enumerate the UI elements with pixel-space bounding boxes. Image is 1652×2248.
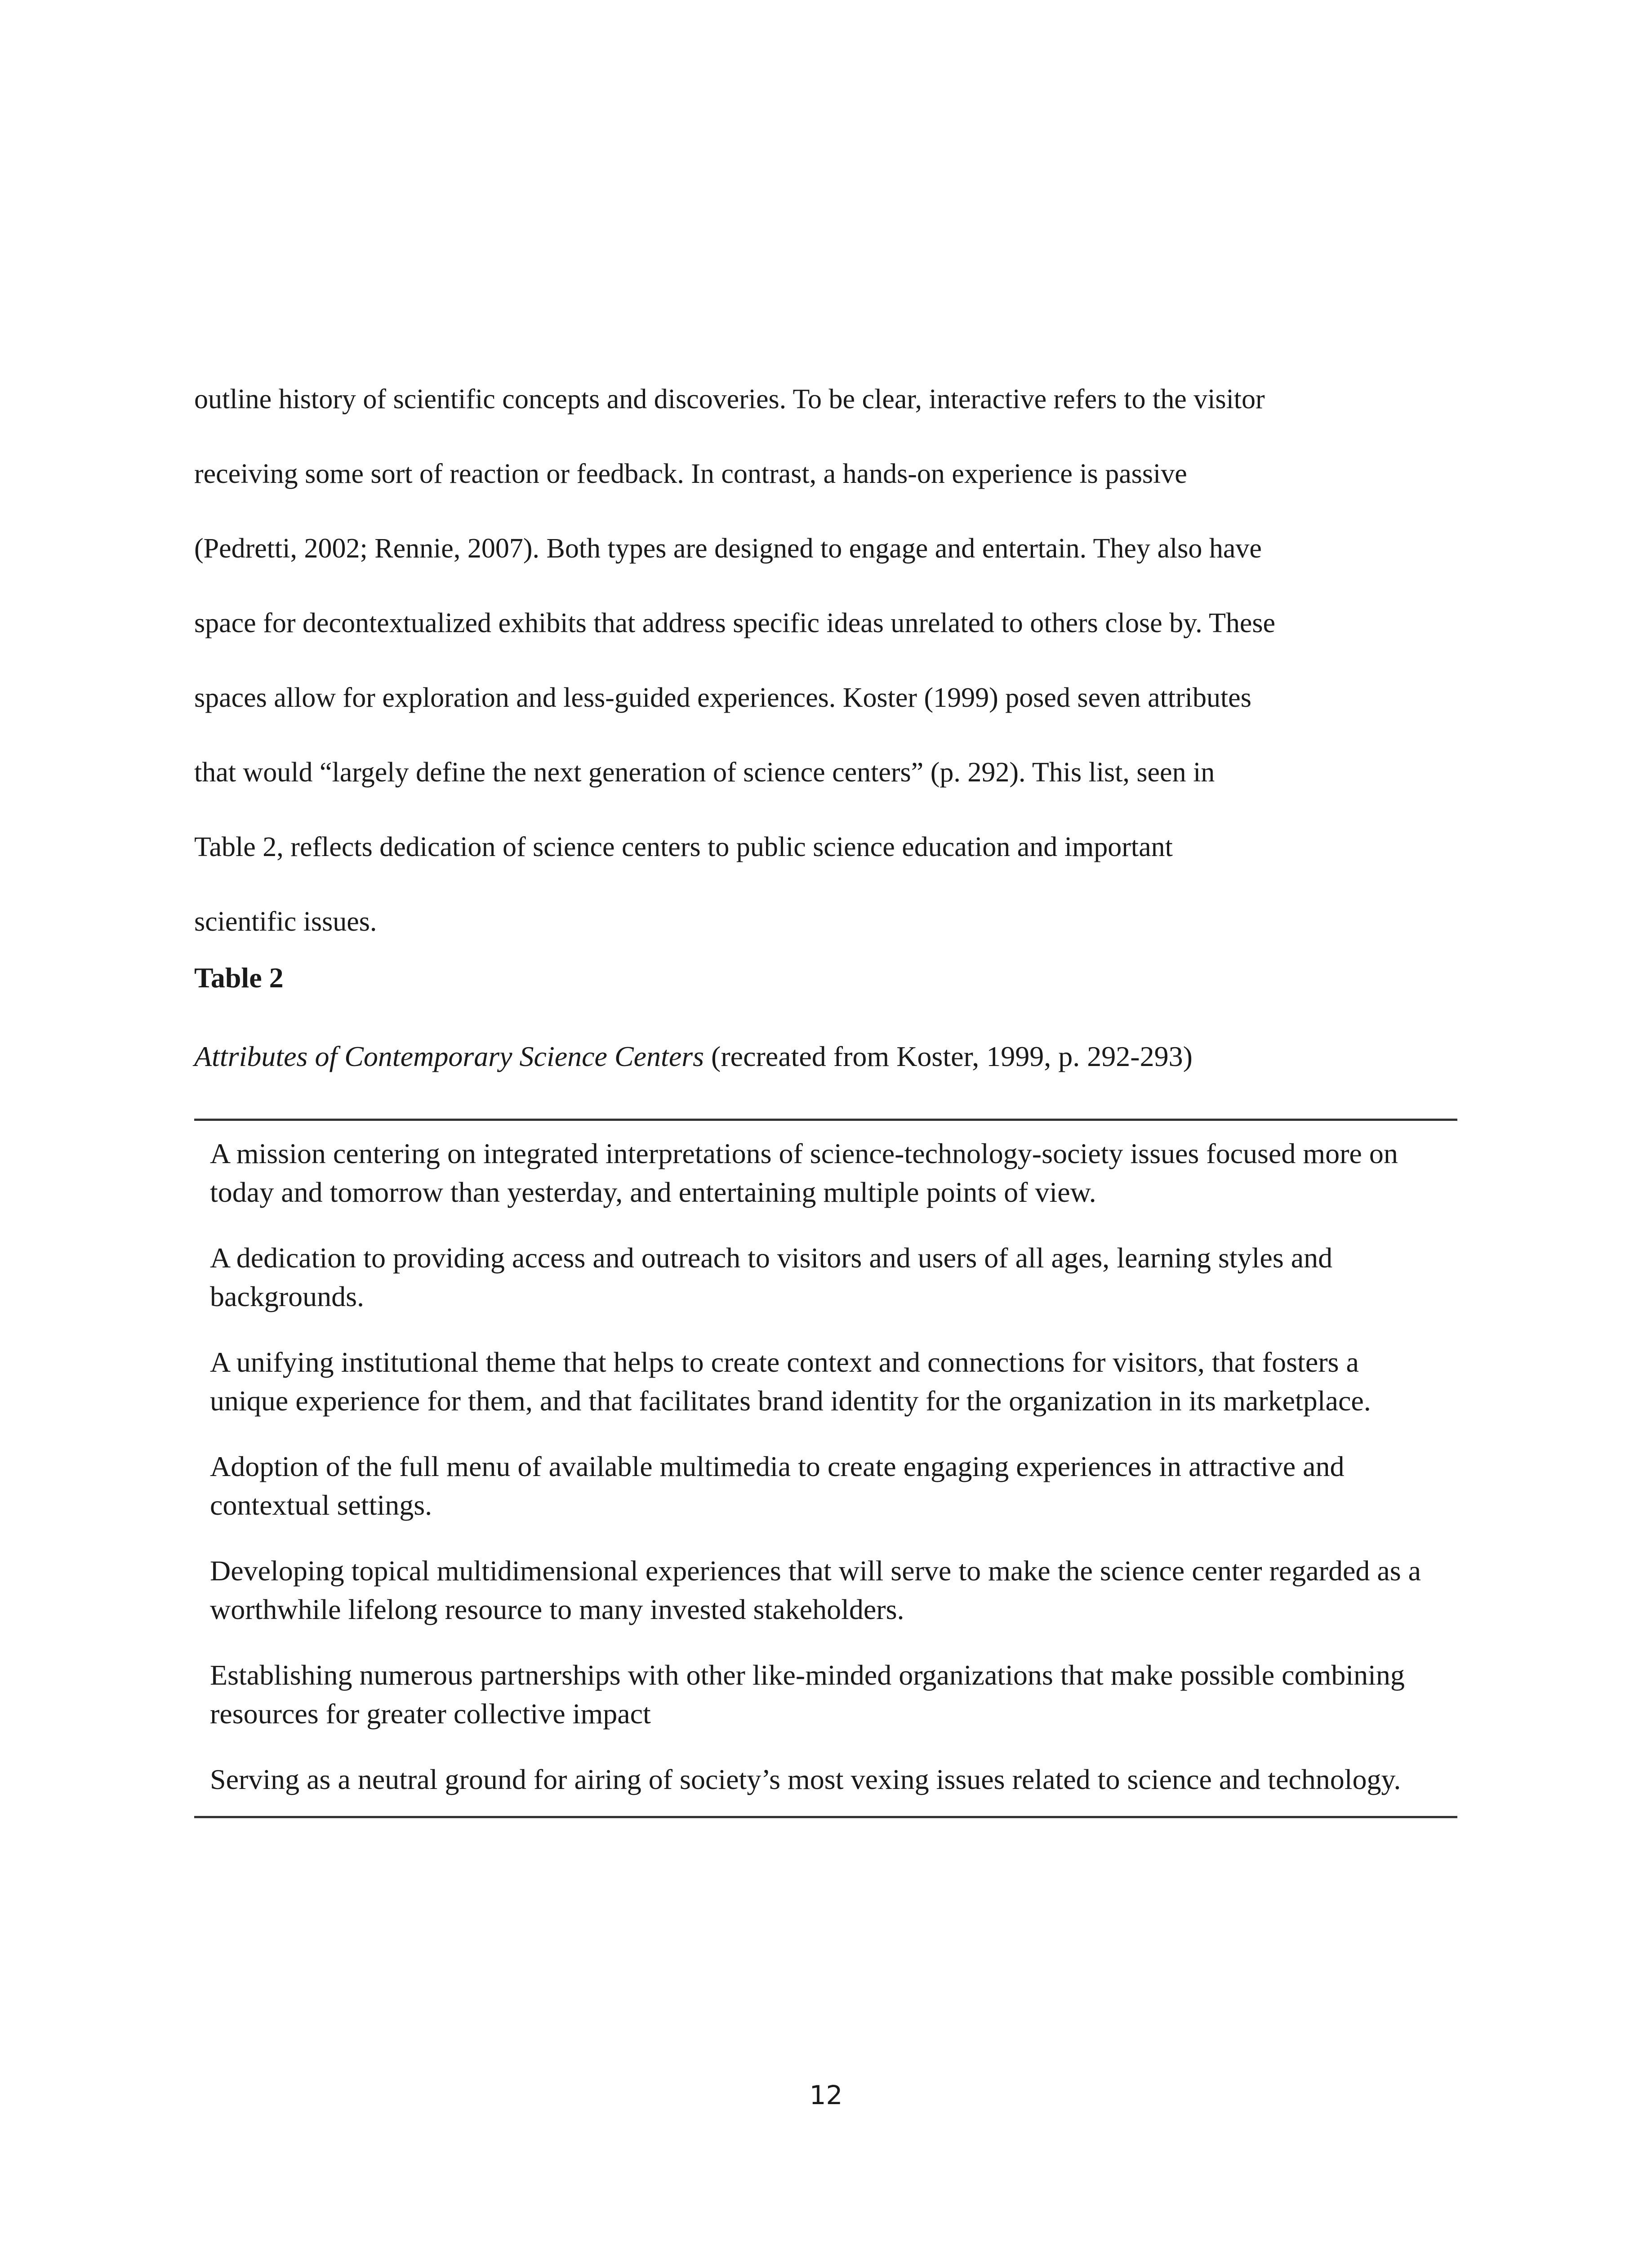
attributes-table: [194, 1119, 1457, 1818]
body-paragraph: [194, 362, 1457, 959]
paragraph-line: (Pedretti, 2002; Rennie, 2007). Both types are designed to engage and entertain. They also have: [194, 533, 1262, 564]
paragraph-line: receiving some sort of reaction or feedback. In contrast, a hands-on experience is passive: [194, 459, 1187, 489]
paragraph-line: spaces allow for exploration and less-guided experiences. Koster (1999) posed seven attributes: [194, 682, 1251, 713]
page-number: 12: [809, 2080, 843, 2110]
table-caption-title: Attributes of Contemporary Science Centers: [194, 1040, 704, 1072]
paragraph-line: space for decontextualized exhibits that address specific ideas unrelated to others close by. These: [194, 608, 1276, 638]
table-row: Establishing numerous partnerships with other like-minded organizations that make possible combining resources for greater collective impact: [210, 1659, 1405, 1730]
table-caption-source: (recreated from Koster, 1999, p. 292-293): [704, 1040, 1193, 1072]
table-row: A unifying institutional theme that helps to create context and connections for visitors, that fosters a unique experience for them, and that facilitates brand identity for the organization in its marketplace.: [210, 1346, 1371, 1417]
paragraph-line: that would “largely define the next generation of science centers” (p. 292). This list, seen in: [194, 757, 1215, 788]
paragraph-line: outline history of scientific concepts and discoveries. To be clear, interactive refers to the visitor: [194, 384, 1265, 415]
table-row: A mission centering on integrated interpretations of science-technology-society issues focused more on today and tomorrow than yesterday, and entertaining multiple points of view.: [210, 1137, 1398, 1208]
table-row: Adoption of the full menu of available multimedia to create engaging experiences in attractive and contextual settings.: [210, 1450, 1345, 1521]
table-label: Table 2: [194, 962, 284, 994]
table-row: Developing topical multidimensional experiences that will serve to make the science center regarded as a worthwhile lifelong resource to many invested stakeholders.: [210, 1555, 1421, 1625]
paragraph-line: Table 2, reflects dedication of science centers to public science education and important: [194, 832, 1173, 862]
table-caption: [194, 1036, 1193, 1077]
table-row: A dedication to providing access and outreach to visitors and users of all ages, learning styles and backgrounds.: [210, 1242, 1333, 1312]
table-row: Serving as a neutral ground for airing of society’s most vexing issues related to science and technology.: [210, 1763, 1401, 1795]
paragraph-line: scientific issues.: [194, 906, 377, 937]
